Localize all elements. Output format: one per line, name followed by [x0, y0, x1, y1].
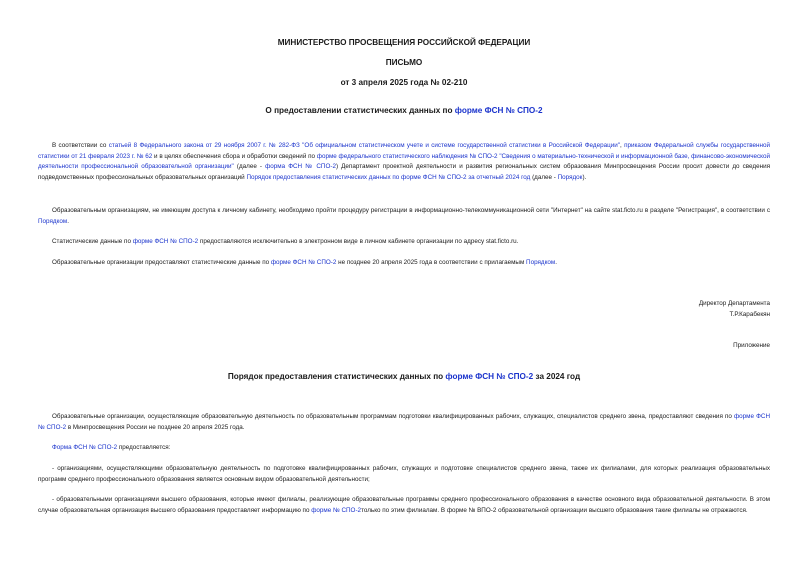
deadline-text: Образовательные организации предоставляют статистические данные по — [52, 259, 271, 266]
signature-name: Т.Р.Карабекян — [729, 311, 770, 318]
form-fsn-link[interactable]: Форма ФСН № СПО-2 — [52, 444, 118, 451]
appendix-paragraph-3: - организациями, осуществляющими образовательную деятельность по подготовке квалифицированных рабочих, служащих и подготовке специалистов среднего звена, также их филиалами, для которых реализация образовательных программ среднего профессионального образования является основным видом образовательной деятельности; — [38, 465, 770, 483]
signature-position: Директор Департамента — [698, 300, 770, 307]
appendix-paragraph-2 — [38, 443, 770, 454]
intro-text: В соответствии со — [52, 142, 109, 149]
appendix-title-text: за 2024 год — [533, 372, 581, 381]
law-link[interactable]: статьей 8 Федерального закона от 29 ноября 2007 г. № 282-ФЗ "Об официальном статистическом учете и системе государственной статистики в Российской Федерации" — [108, 142, 620, 149]
appendix-text: - образовательными организациями высшего образования, которые имеют филиалы, реализующие образовательные программы среднего профессионального образования в качестве основного вида образовательной деятельности. В этом случае образовательная организация высшего образования предоставляет информацию по — [38, 496, 770, 514]
registration-paragraph — [38, 206, 770, 227]
procedure-link[interactable]: Порядок — [557, 173, 583, 181]
procedure-link[interactable]: Порядком — [526, 259, 556, 266]
appendix-paragraph-1 — [38, 412, 770, 433]
ministry-heading: МИНИСТЕРСТВО ПРОСВЕЩЕНИЯ РОССИЙСКОЙ ФЕДЕРАЦИИ — [277, 38, 531, 47]
intro-text: (далее - — [530, 173, 558, 181]
intro-paragraph — [38, 141, 770, 183]
date-number: от 3 апреля 2025 года № 02-210 — [340, 78, 468, 87]
subject-form-link[interactable]: форме ФСН № СПО-2 — [454, 106, 543, 115]
appendix-label: Приложение — [733, 342, 770, 349]
appendix-paragraph-4 — [38, 495, 770, 516]
appendix-text: только по этим филиалам. В форме № ВПО-2 образовательной организации высшего образования такие филиалы не отражаются. — [361, 506, 748, 514]
appendix-text: Образовательные организации, осуществляющие образовательную деятельность по образовательным программам подготовки квалифицированных рабочих, служащих, специалистов среднего звена, предоставляют сведения по — [52, 413, 734, 420]
electronic-text: предоставляются исключительно в электронном виде в личном кабинете организации по адресу stat.ficto.ru. — [198, 238, 519, 245]
form-spo2-link[interactable]: форме № СПО-2 — [311, 506, 362, 514]
subject-line — [38, 106, 770, 115]
form-fsn-link[interactable]: форме ФСН № СПО-2 — [38, 413, 770, 431]
intro-text: и в целях обеспечения сбора и обработки сведений по — [152, 152, 317, 160]
registration-text: . — [67, 217, 69, 225]
procedure-link[interactable]: Порядком — [38, 217, 68, 225]
electronic-paragraph — [38, 237, 770, 248]
deadline-text: . — [555, 259, 557, 266]
electronic-text: Статистические данные по — [52, 238, 133, 245]
subject-text: О предоставлении статистических данных по — [265, 106, 455, 115]
appendix-form-link[interactable]: форме ФСН № СПО-2 — [445, 372, 534, 381]
intro-text: , — [619, 142, 625, 149]
appendix-title — [38, 372, 770, 381]
form-fsn-link[interactable]: форма ФСН № СПО-2 — [265, 163, 336, 170]
intro-text: ) Департамент проектной деятельности и развития региональных систем образования Минпросвещения России просит довести до сведения подведомственных профессиональных образовательных организаций — [38, 163, 770, 181]
appendix-title-text: Порядок предоставления статистических данных по — [227, 372, 446, 381]
appendix-text: предоставляется: — [117, 444, 171, 451]
deadline-paragraph — [38, 258, 770, 269]
document-type: ПИСЬМО — [385, 58, 423, 67]
appendix-text: в Минпросвещения России не позднее 20 апреля 2025 года. — [66, 423, 245, 431]
registration-text: Образовательным организациям, не имеющим доступа к личному кабинету, необходимо пройти процедуру регистрации в информационно-телекоммуникационной сети "Интернет" на сайте stat.ficto.ru в разделе "Регистрация", в соответствии с — [52, 207, 770, 214]
procedure-full-link[interactable]: Порядок предоставления статистических данных по форме ФСН № СПО-2 за отчетный 2024 год — [246, 173, 531, 181]
intro-text: ). — [582, 173, 587, 181]
form-spo2-full-link[interactable]: форме федерального статистического наблюдения № СПО-2 "Сведения о материально-технической и информационной базе, финансово-экономической деятельности профессиональной образовательной организации" — [38, 152, 770, 170]
form-fsn-link[interactable]: форме ФСН № СПО-2 — [270, 259, 337, 266]
rosstat-order-link[interactable]: приказом Федеральной службы государственной статистики от 21 февраля 2023 г. № 62 — [38, 142, 771, 160]
form-fsn-link[interactable]: форме ФСН № СПО-2 — [132, 238, 199, 245]
deadline-text: не позднее 20 апреля 2025 года в соответствии с прилагаемым — [336, 259, 527, 266]
intro-text: (далее - — [233, 163, 266, 170]
